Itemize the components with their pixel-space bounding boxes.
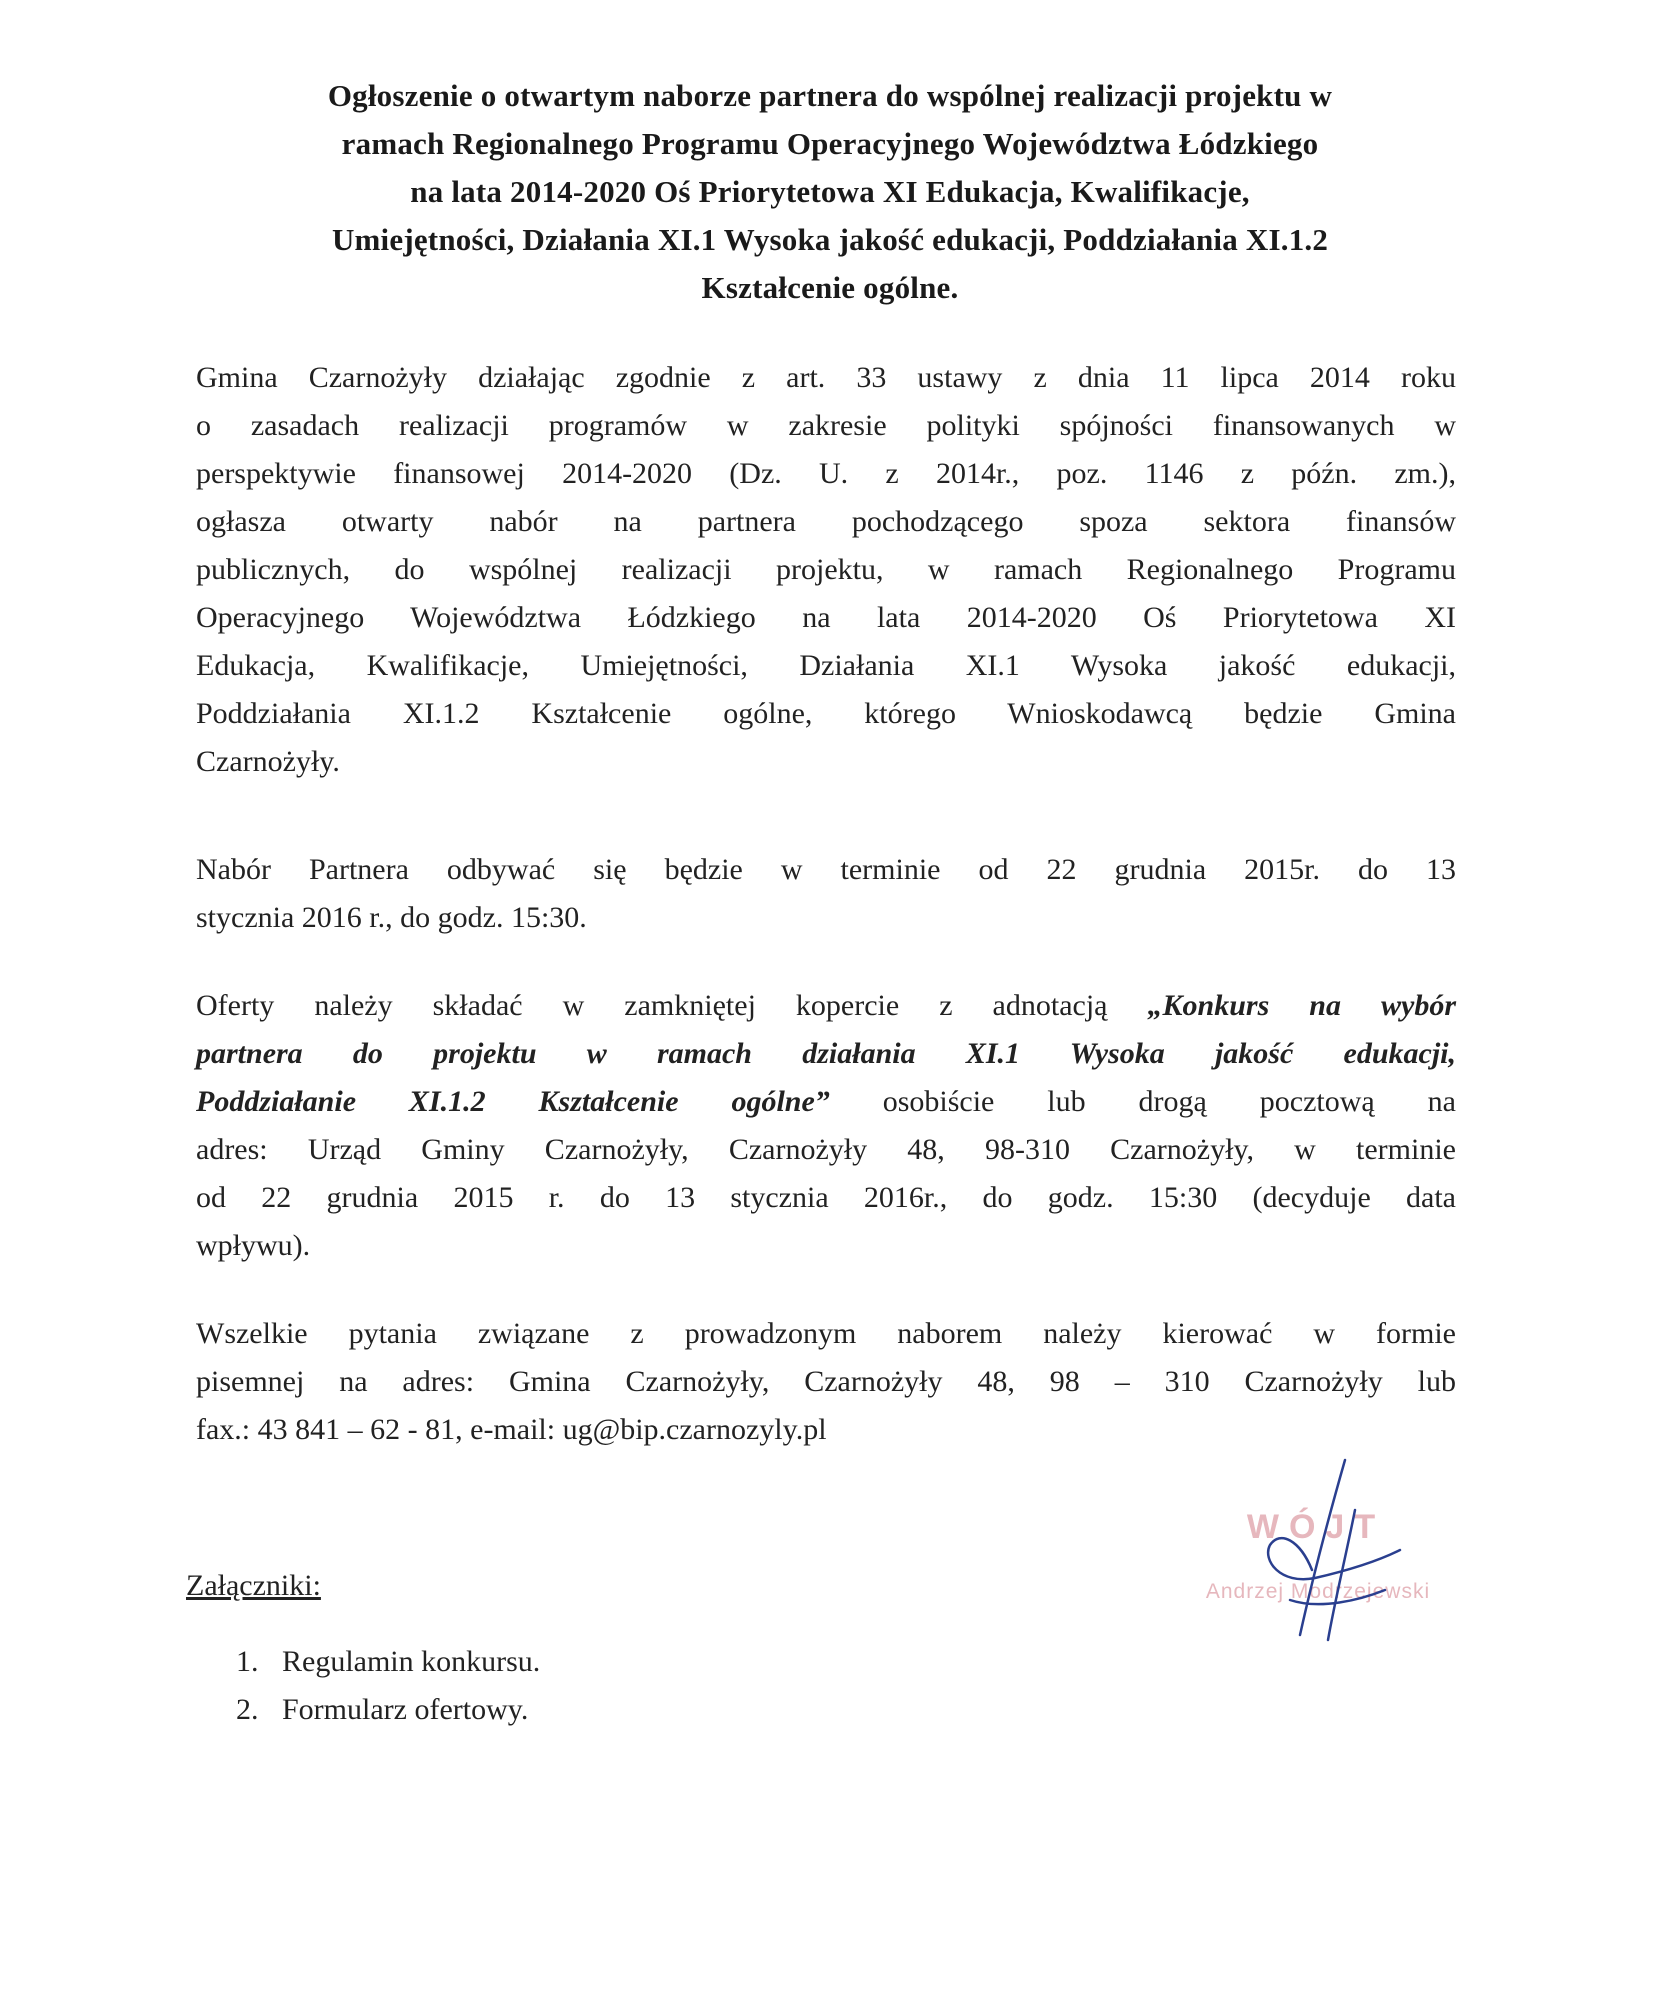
text-line: adres: Urząd Gminy Czarnożyły, Czarnożyły 48, 98-310 Czarnożyły, w terminie (196, 1133, 1456, 1166)
title-line: Kształcenie ogólne. (701, 270, 959, 305)
attachments-list (236, 1638, 540, 1734)
text-line: perspektywie finansowej 2014-2020 (Dz. U. z 2014r., poz. 1146 z późn. zm.), (196, 457, 1456, 490)
paragraph-intro (196, 354, 1456, 786)
list-number: 2. (236, 1693, 259, 1726)
italic-annotation: „Konkurs na wybór (1147, 989, 1456, 1022)
text-line (196, 1078, 1456, 1126)
contact-line: fax.: 43 841 – 62 - 81, e-mail: ug@bip.czarnozyly.pl (196, 1413, 827, 1446)
text-line: Poddziałania XI.1.2 Kształcenie ogólne, którego Wnioskodawcą będzie Gmina (196, 697, 1456, 730)
list-item (236, 1686, 540, 1734)
stamp-name: Andrzej Modrzejewski (1205, 1580, 1431, 1603)
list-item (236, 1638, 540, 1686)
title-line: Umiejętności, Działania XI.1 Wysoka jakość edukacji, Poddziałania XI.1.2 (331, 222, 1329, 257)
paragraph-dates (196, 846, 1456, 942)
announcement-title (190, 72, 1470, 312)
text-line: publicznych, do wspólnej realizacji projektu, w ramach Regionalnego Programu (196, 553, 1456, 586)
text-line: Gmina Czarnożyły działając zgodnie z art. 33 ustawy z dnia 11 lipca 2014 roku (196, 361, 1456, 394)
text-line: wpływu). (196, 1229, 311, 1262)
title-line: na lata 2014-2020 Oś Priorytetowa XI Edukacja, Kwalifikacje, (410, 174, 1250, 209)
paragraph-offers (196, 982, 1456, 1270)
official-stamp (1150, 1450, 1470, 1650)
text-line: Nabór Partnera odbywać się będzie w terminie od 22 grudnia 2015r. do 13 (196, 853, 1456, 886)
list-label: Formularz ofertowy. (282, 1693, 529, 1726)
text-segment: Oferty należy składać w zamkniętej kopercie z adnotacją (196, 989, 1148, 1022)
text-line (196, 982, 1456, 1030)
text-line: od 22 grudnia 2015 r. do 13 stycznia 2016r., do godz. 15:30 (decyduje data (196, 1181, 1456, 1214)
text-line: Operacyjnego Województwa Łódzkiego na lata 2014-2020 Oś Priorytetowa XI (196, 601, 1456, 634)
italic-annotation: Poddziałanie XI.1.2 Kształcenie ogólne” (196, 1085, 830, 1118)
attachments-heading: Załączniki: (186, 1569, 321, 1602)
text-line: pisemnej na adres: Gmina Czarnożyły, Czarnożyły 48, 98 – 310 Czarnożyły lub (196, 1365, 1456, 1398)
paragraph-contact (196, 1310, 1456, 1454)
text-line: o zasadach realizacji programów w zakresie polityki spójności finansowanych w (196, 409, 1456, 442)
title-line: Ogłoszenie o otwartym naborze partnera do wspólnej realizacji projektu w (327, 78, 1333, 113)
text-line: ogłasza otwarty nabór na partnera pochodzącego spoza sektora finansów (196, 505, 1456, 538)
italic-annotation-line: partnera do projektu w ramach działania XI.1 Wysoka jakość edukacji, (196, 1037, 1456, 1070)
text-line: Edukacja, Kwalifikacje, Umiejętności, Działania XI.1 Wysoka jakość edukacji, (196, 649, 1456, 682)
text-line: stycznia 2016 r., do godz. 15:30. (196, 901, 587, 934)
text-line: Wszelkie pytania związane z prowadzonym naborem należy kierować w formie (196, 1317, 1456, 1350)
list-label: Regulamin konkursu. (282, 1645, 541, 1678)
stamp-title: WÓJT (1246, 1508, 1386, 1546)
text-segment: osobiście lub drogą pocztową na (829, 1085, 1456, 1118)
text-line: Czarnożyły. (196, 745, 340, 778)
handwritten-signature-icon (1150, 1450, 1470, 1650)
title-line: ramach Regionalnego Programu Operacyjnego Województwa Łódzkiego (341, 126, 1319, 161)
list-number: 1. (236, 1645, 259, 1678)
